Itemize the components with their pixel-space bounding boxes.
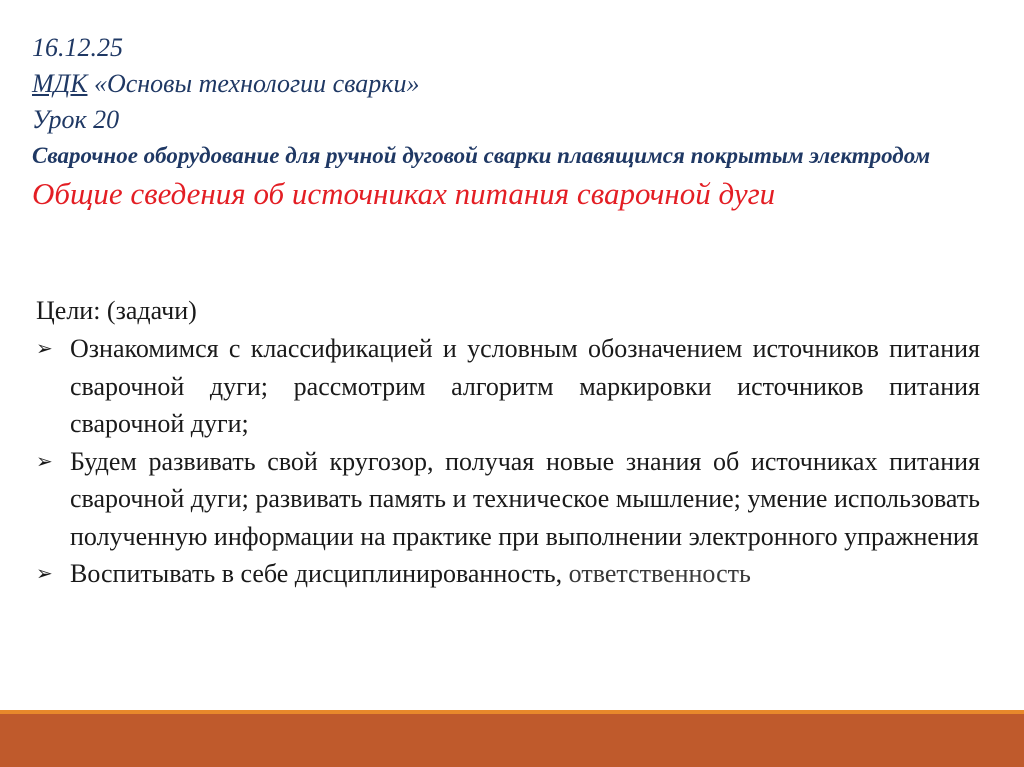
footer-band xyxy=(0,714,1024,767)
goal-text-muted: ответственность xyxy=(562,559,751,588)
lesson-topic: Сварочное оборудование для ручной дуговой сварки плавящимся покрытым электродом xyxy=(32,143,931,168)
goal-item xyxy=(36,443,980,556)
arrow-bullet-icon: ➢ xyxy=(36,561,53,585)
goal-item xyxy=(36,330,980,443)
goal-text: Будем развивать свой кругозор, получая новые знания об источниках питания сварочной дуги; развивать память и техническое мышление; умение использовать полученную информации на практике при выполнении электронного упражнения xyxy=(70,446,980,551)
lesson-subtitle: Общие сведения об источниках питания сварочной дуги xyxy=(32,176,776,211)
goal-text: Воспитывать в себе дисциплинированность, xyxy=(70,559,563,588)
goals-section xyxy=(36,292,980,593)
slide-header xyxy=(32,30,992,214)
arrow-bullet-icon: ➢ xyxy=(36,336,53,360)
course-name: «Основы технологии сварки» xyxy=(87,69,420,98)
lesson-date: 16.12.25 xyxy=(32,33,123,62)
arrow-bullet-icon: ➢ xyxy=(36,448,53,473)
course-code: МДК xyxy=(32,69,88,98)
course-line xyxy=(32,66,992,102)
lesson-number: Урок 20 xyxy=(32,105,120,134)
goals-heading: Цели: (задачи) xyxy=(36,296,197,325)
goal-item xyxy=(36,555,980,593)
goal-text: Ознакомимся с классификацией и условным обозначением источников питания сварочной дуги; рассмотрим алгоритм маркировки источников питания сварочной дуги; xyxy=(70,334,980,438)
